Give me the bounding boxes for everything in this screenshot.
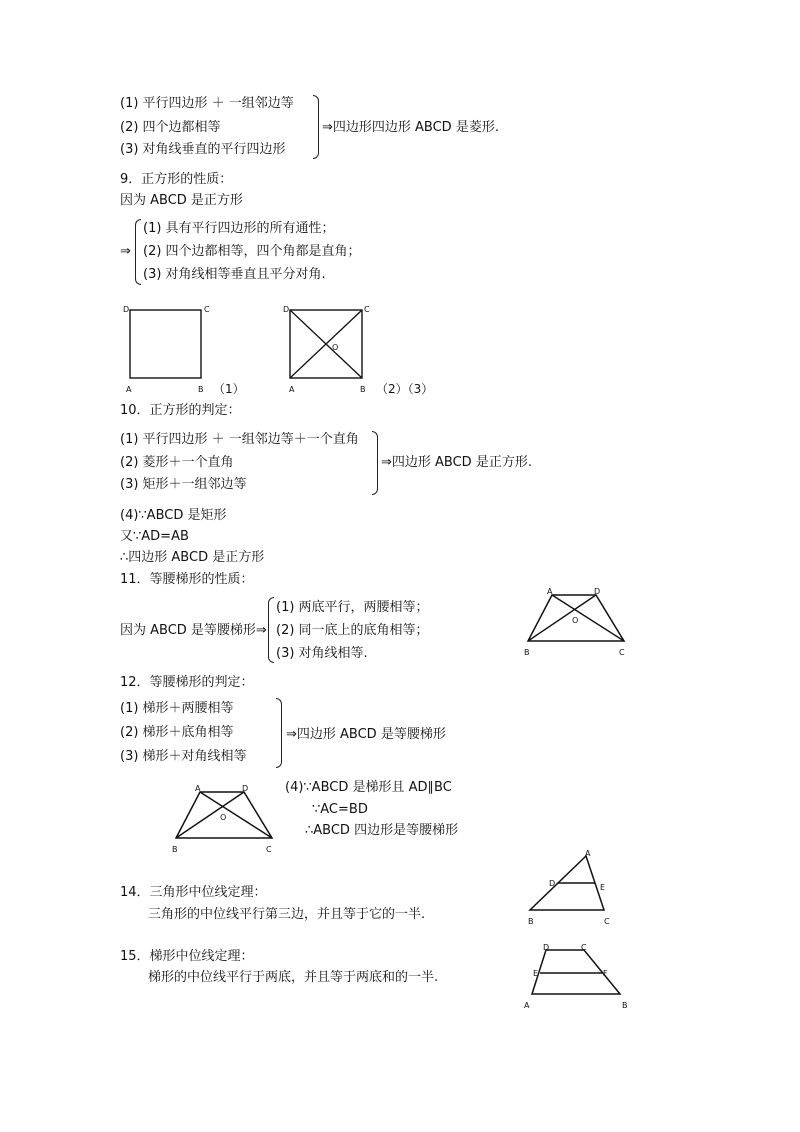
square-props-item-1: (1) 具有平行四边形的所有通性； <box>143 221 335 236</box>
iso-props-label-c: C <box>619 648 625 657</box>
triangle-mid-heading: 14．三角形中位线定理： <box>120 885 267 900</box>
rhombus-judge-brace <box>313 95 319 159</box>
iso-judge-item-3: (3) 梯形＋对角线相等 <box>120 749 247 764</box>
trapezoid-label-d: D <box>543 943 550 952</box>
iso-judge-label-b: B <box>172 845 178 854</box>
trapezoid-mid-heading: 15．梯形中位线定理： <box>120 949 254 964</box>
square2-label-c: C <box>364 305 370 314</box>
square-figure-2-caption: （2）（3） <box>376 382 434 396</box>
square-judge-item-2: (2) 菱形＋一个直角 <box>120 455 234 470</box>
triangle-label-e: E <box>600 883 606 892</box>
square-judge-proof-3: ∴四边形 ABCD 是正方形 <box>120 550 265 565</box>
square1-label-a: A <box>126 385 132 394</box>
rhombus-judge-conclusion: ⇒四边形四边形 ABCD 是菱形. <box>322 120 499 135</box>
triangle-mid-text: 三角形的中位线平行第三边，并且等于它的一半. <box>148 907 426 922</box>
rhombus-judge-item-1: (1) 平行四边形 ＋ 一组邻边等 <box>120 96 294 111</box>
rhombus-judge-item-3: (3) 对角线垂直的平行四边形 <box>120 142 286 157</box>
square-figure-2 <box>280 302 390 397</box>
square-props-premise: 因为 ABCD 是正方形 <box>120 193 243 208</box>
square-props-item-3: (3) 对角线相等垂直且平分对角. <box>143 267 326 282</box>
iso-props-figure <box>520 585 640 660</box>
trapezoid-mid-text: 梯形的中位线平行于两底，并且等于两底和的一半. <box>148 970 439 985</box>
square-judge-brace <box>372 431 378 495</box>
square-judge-item-3: (3) 矩形＋一组邻边等 <box>120 477 247 492</box>
iso-judge-item-2: (2) 梯形＋底角相等 <box>120 725 234 740</box>
square2-label-b: B <box>360 385 366 394</box>
trapezoid-label-f: F <box>603 969 608 978</box>
iso-props-label-a: A <box>547 587 553 596</box>
square2-label-a: A <box>289 385 295 394</box>
trapezoid-label-c: C <box>581 943 587 952</box>
iso-judge-proof-3: ∴ABCD 四边形是等腰梯形 <box>305 823 459 838</box>
iso-judge-heading: 12．等腰梯形的判定： <box>120 675 254 690</box>
iso-judge-label-c: C <box>266 845 272 854</box>
iso-judge-brace <box>276 698 282 768</box>
square-props-item-2: (2) 四个边都相等，四个角都是直角； <box>143 244 361 259</box>
square-judge-conclusion: ⇒四边形 ABCD 是正方形. <box>381 455 532 470</box>
iso-props-label-b: B <box>524 648 530 657</box>
square-props-arrow: ⇒ <box>120 244 131 259</box>
iso-props-brace <box>268 597 274 663</box>
trapezoid-label-a: A <box>524 1001 530 1010</box>
iso-props-label-o: O <box>572 616 579 625</box>
square-props-brace <box>135 219 141 285</box>
square-judge-proof-2: 又∵AD=AB <box>120 529 189 544</box>
square-judge-proof-1: (4)∵ABCD 是矩形 <box>120 508 227 523</box>
square2-label-d: D <box>283 305 290 314</box>
iso-judge-label-o: O <box>220 813 227 822</box>
rhombus-judge-item-2: (2) 四个边都相等 <box>120 120 221 135</box>
trapezoid-label-b: B <box>622 1001 628 1010</box>
trapezoid-mid-figure <box>520 940 635 1015</box>
triangle-label-b: B <box>528 917 534 926</box>
square1-label-b: B <box>198 385 204 394</box>
triangle-label-a: A <box>585 849 591 858</box>
iso-props-label-d: D <box>594 587 601 596</box>
iso-judge-item-1: (1) 梯形＋两腰相等 <box>120 701 234 716</box>
iso-props-item-1: (1) 两底平行，两腰相等； <box>276 600 429 615</box>
iso-props-item-3: (3) 对角线相等. <box>276 646 368 661</box>
iso-judge-label-a: A <box>195 784 201 793</box>
iso-props-heading: 11．等腰梯形的性质： <box>120 572 254 587</box>
iso-props-item-2: (2) 同一底上的底角相等； <box>276 623 429 638</box>
triangle-mid-figure <box>520 848 620 933</box>
square-props-heading: 9．正方形的性质： <box>120 172 233 187</box>
square2-label-o: O <box>332 343 339 352</box>
square1-label-c: C <box>204 305 210 314</box>
triangle-label-c: C <box>604 917 610 926</box>
iso-judge-proof-1: (4)∵ABCD 是梯形且 AD∥BC <box>285 780 452 795</box>
square-judge-item-1: (1) 平行四边形 ＋ 一组邻边等＋一个直角 <box>120 432 359 447</box>
triangle-label-d: D <box>549 879 556 888</box>
square1-label-d: D <box>123 305 130 314</box>
square-judge-heading: 10．正方形的判定： <box>120 403 241 418</box>
iso-judge-proof-2: ∵AC=BD <box>312 802 368 817</box>
trapezoid-label-e: E <box>533 969 539 978</box>
iso-judge-label-d: D <box>242 784 249 793</box>
iso-judge-conclusion: ⇒四边形 ABCD 是等腰梯形 <box>286 727 446 742</box>
iso-props-premise: 因为 ABCD 是等腰梯形⇒ <box>120 623 267 638</box>
iso-judge-figure <box>168 782 288 857</box>
square-figure-1-caption: （1） <box>213 382 245 396</box>
